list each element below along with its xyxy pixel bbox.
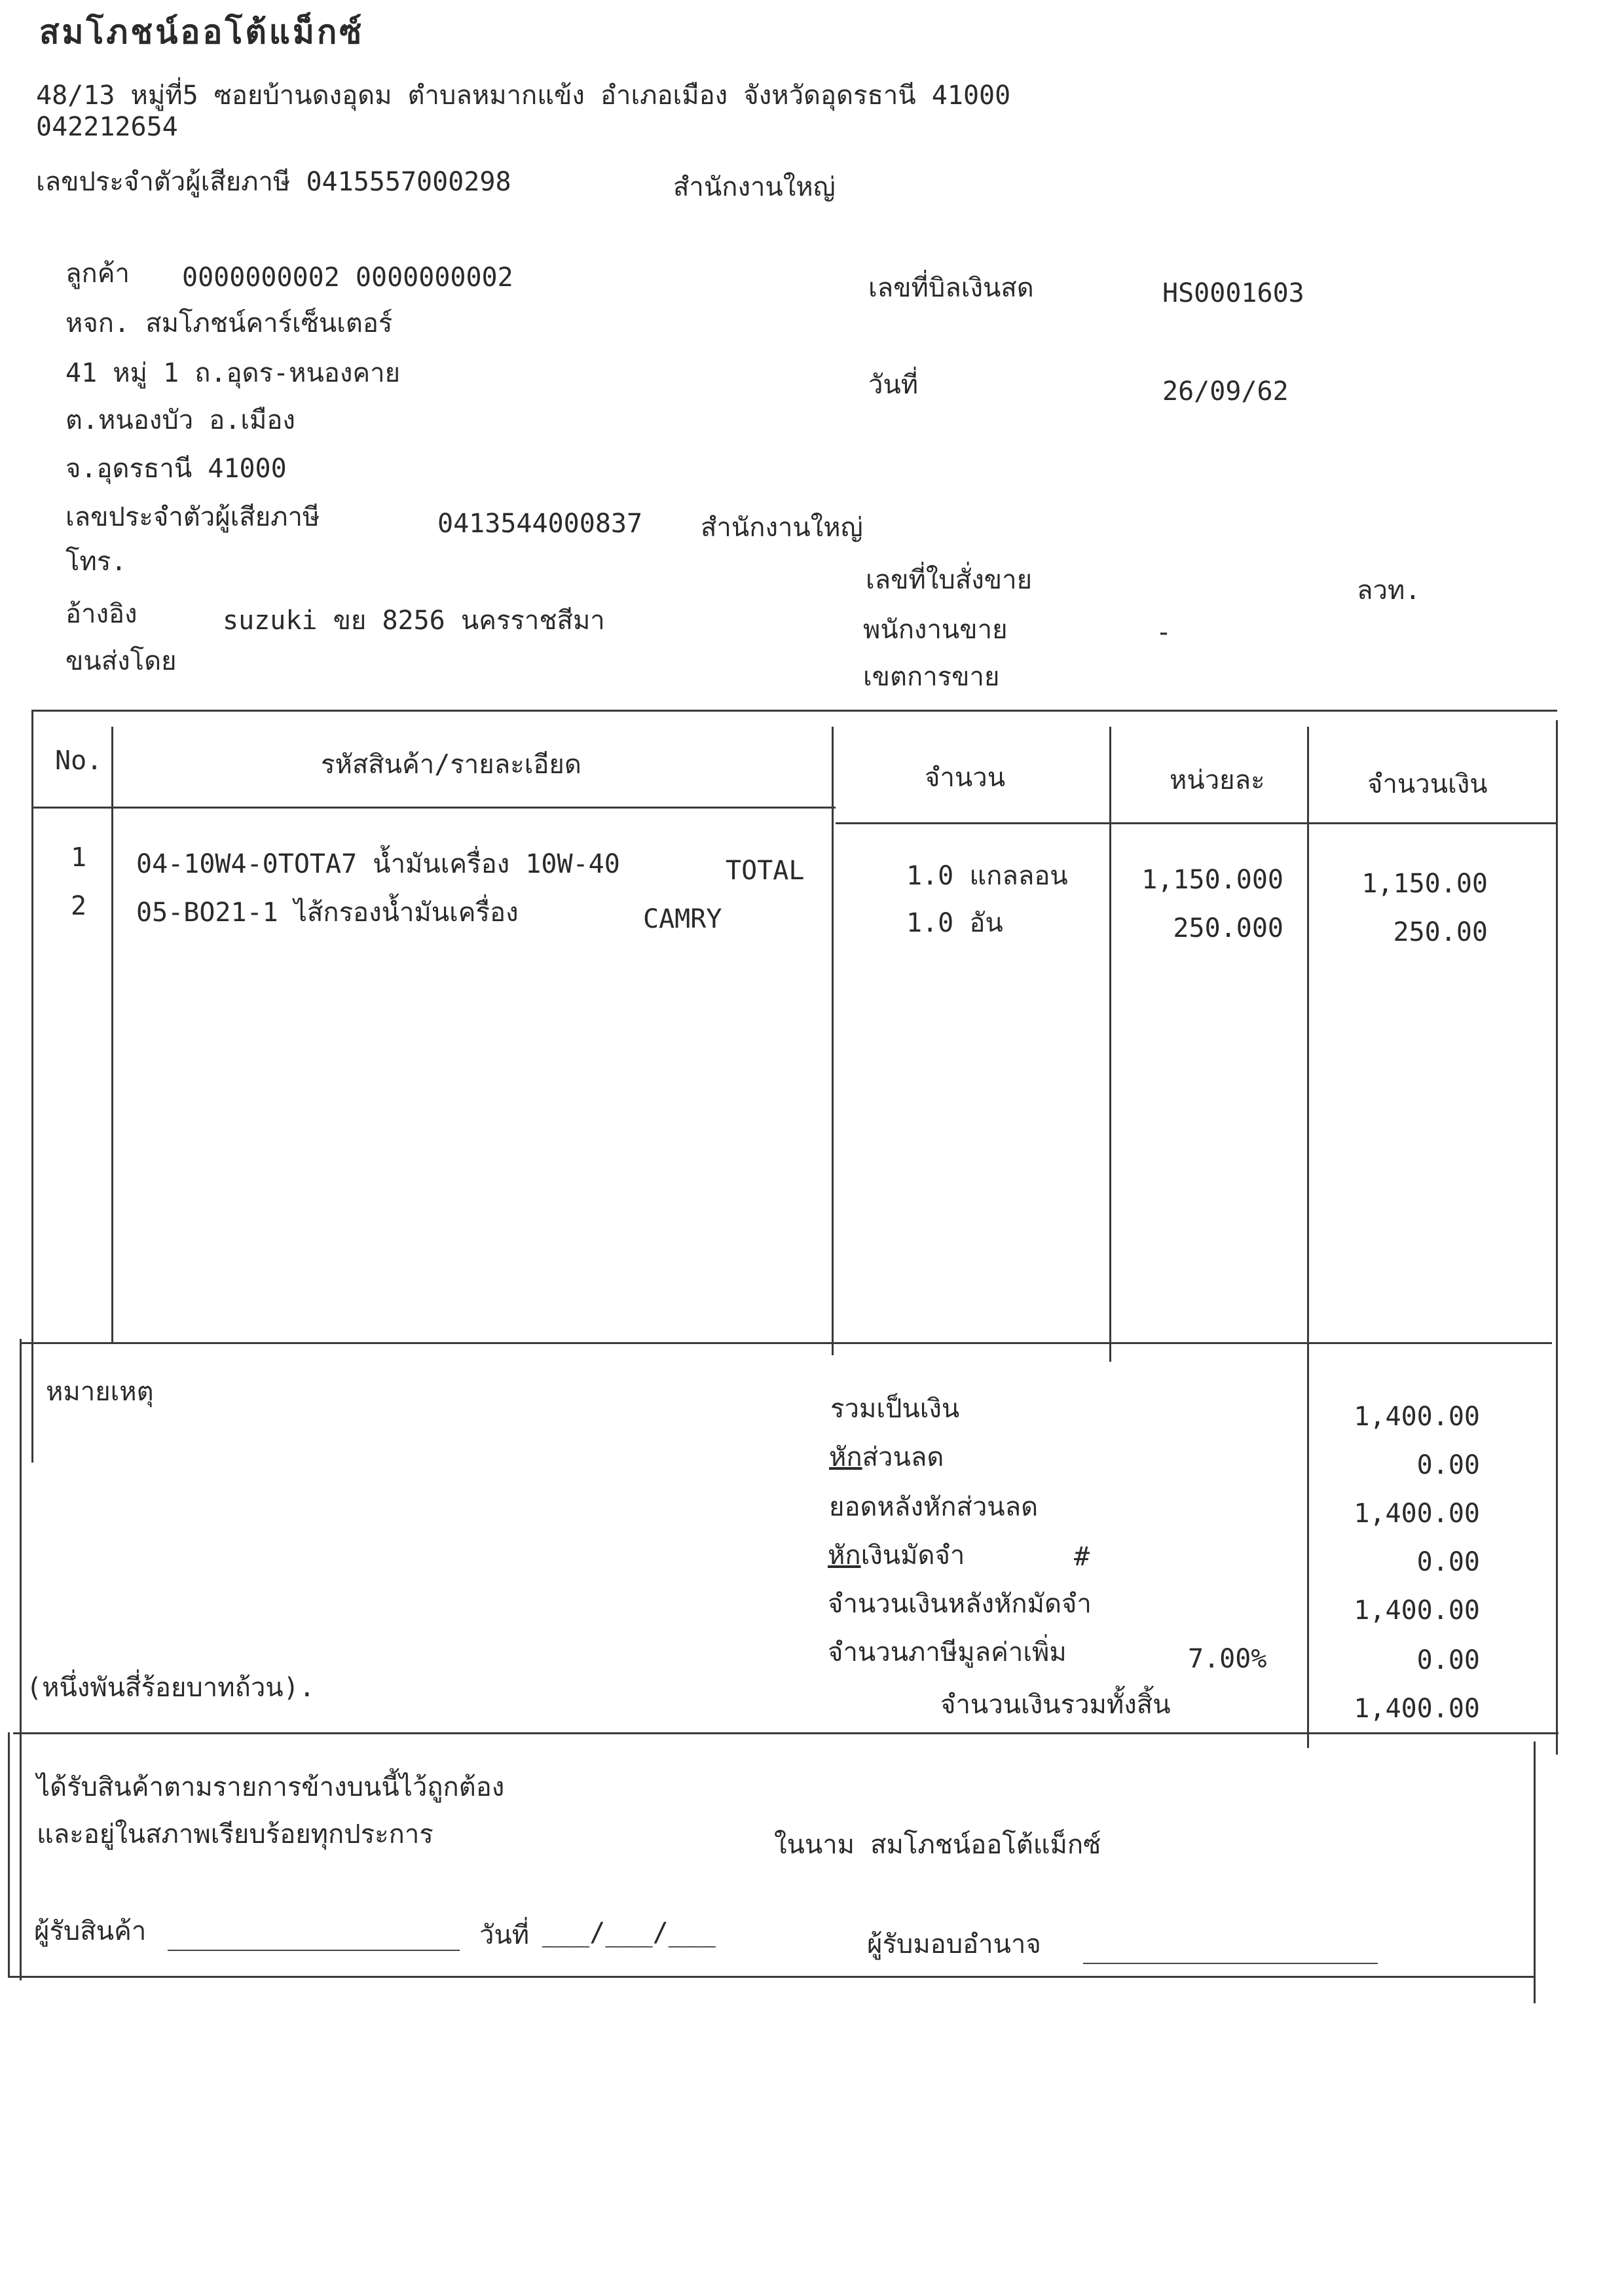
deposit-hash: # [1074,1542,1090,1572]
subtotal-value: 1,400.00 [1354,1402,1480,1432]
subtotal-label: รวมเป็นเงิน [830,1394,960,1424]
grand-total-value: 1,400.00 [1354,1694,1480,1724]
after-deposit-value: 1,400.00 [1354,1595,1480,1626]
received-statement-1: ได้รับสินค้าตามรายการข้างบนนี้ไว้ถูกต้อง [37,1772,505,1802]
receiver-label: ผู้รับสินค้า [34,1916,147,1946]
after-discount-label: ยอดหลังหักส่วนลด [829,1492,1039,1522]
salesperson-value: - [1156,617,1172,647]
header-no: No. [55,746,103,776]
receive-date-blank: ___/___/___ [542,1918,716,1948]
remark-label: หมายเหตุ [46,1377,154,1407]
summary-bottom-border [13,1732,1559,1734]
row-amount: 1,150.00 [1361,869,1488,899]
customer-codes: 0000000002 0000000002 [182,263,513,293]
authorized-signature-line [1083,1963,1378,1964]
receive-date-label: วันที่ [479,1920,530,1950]
customer-phone-label: โทร. [65,547,127,577]
row-brand: CAMRY [643,904,722,934]
row-brand: TOTAL [726,856,805,886]
sales-order-label: เลขที่ใบสั่งขาย [866,565,1033,595]
customer-tax-label: เลขประจำตัวผู้เสียภาษี [65,502,320,532]
row-unit-price: 250.000 [1173,913,1283,943]
table-left-border-lower [20,1339,22,1980]
company-phone: 042212654 [36,112,178,142]
header-divider-right [836,822,1557,824]
amount-in-words: (หนึ่งพันสี่ร้อยบาทถ้วน). [26,1673,315,1703]
receiver-signature-line [168,1950,460,1951]
bill-date-label: วันที่ [868,370,919,400]
deposit-label: หักเงินมัดจำ [828,1540,965,1571]
received-statement-2: และอยู่ในสภาพเรียบร้อยทุกประการ [37,1819,434,1850]
vat-value: 0.00 [1416,1645,1480,1675]
footer-bottom-border [8,1976,1535,1978]
salesperson-label: พนักงานขาย [863,615,1008,645]
bill-no-value: HS0001603 [1162,278,1304,308]
header-divider-left [31,807,836,809]
company-tax-id: เลขประจำตัวผู้เสียภาษี 0415557000298 [36,167,511,197]
customer-label: ลูกค้า [65,259,130,289]
items-bottom-border [20,1342,1552,1344]
company-name: สมโภชน์ออโต้แม็กซ์ [39,13,365,51]
reference-label: อ้างอิง [65,599,138,629]
row-code: 05-BO21-1 ไส้กรองน้ำมันเครื่อง [136,898,519,928]
sales-area-label: เขตการขาย [863,662,1000,692]
row-quantity: 1.0 แกลลอน [906,861,1068,891]
discount-value: 0.00 [1416,1450,1480,1480]
customer-address-3: จ.อุดรธานี 41000 [65,454,287,484]
bill-date-value: 26/09/62 [1162,376,1289,407]
authorized-label: ผู้รับมอบอำนาจ [867,1929,1041,1959]
row-no: 2 [71,891,87,921]
discount-label: หักส่วนลด [829,1442,944,1472]
footer-right-border [1534,1741,1536,2003]
row-quantity: 1.0 อัน [906,908,1003,938]
table-left-border-upper [31,710,33,1463]
vat-label: จำนวนภาษีมูลค่าเพิ่ม [828,1637,1067,1667]
header-amount: จำนวนเงิน [1367,769,1488,799]
col-divider-qty [1109,727,1111,1362]
row-amount: 250.00 [1393,917,1488,947]
on-behalf-of: ในนาม สมโภชน์ออโต้แม็กซ์ [774,1830,1101,1860]
reference-value: suzuki ขย 8256 นครราชสีมา [223,606,605,636]
sales-order-value: ลวท. [1357,575,1421,606]
customer-address-2: ต.หนองบัว อ.เมือง [65,405,295,435]
company-address: 48/13 หมู่ที่5 ซอยบ้านดงอุดม ตำบลหมากแข้ง อำเภอเมือง จังหวัดอุดรธานี 41000 [36,81,1011,111]
table-right-border [1556,720,1558,1755]
header-quantity: จำนวน [925,763,1006,793]
grand-total-label: จำนวนเงินรวมทั้งสิ้น [940,1690,1171,1720]
vat-rate: 7.00% [1188,1644,1267,1674]
deposit-value: 0.00 [1416,1547,1480,1577]
col-divider-desc [832,727,834,1355]
after-deposit-label: จำนวนเงินหลังหักมัดจำ [828,1589,1092,1619]
after-discount-value: 1,400.00 [1354,1499,1480,1529]
row-no: 1 [71,843,87,873]
header-description: รหัสสินค้า/รายละเอียด [321,750,581,780]
col-divider-unit [1307,727,1309,1748]
company-branch: สำนักงานใหญ่ [673,172,836,202]
header-unit-price: หน่วยละ [1170,765,1265,795]
customer-name: หจก. สมโภชน์คาร์เซ็นเตอร์ [65,308,393,338]
table-top-border [31,710,1557,712]
shipping-label: ขนส่งโดย [65,646,177,676]
col-divider-no [111,727,113,1342]
customer-address-1: 41 หมู่ 1 ถ.อุดร-หนองคาย [65,358,401,388]
customer-branch: สำนักงานใหญ่ [701,513,863,543]
row-unit-price: 1,150.000 [1141,865,1283,895]
row-code: 04-10W4-0TOTA7 น้ำมันเครื่อง 10W-40 [136,849,620,879]
customer-tax-id: 0413544000837 [437,509,643,539]
footer-left-border [8,1732,10,1978]
bill-no-label: เลขที่บิลเงินสด [868,273,1034,303]
